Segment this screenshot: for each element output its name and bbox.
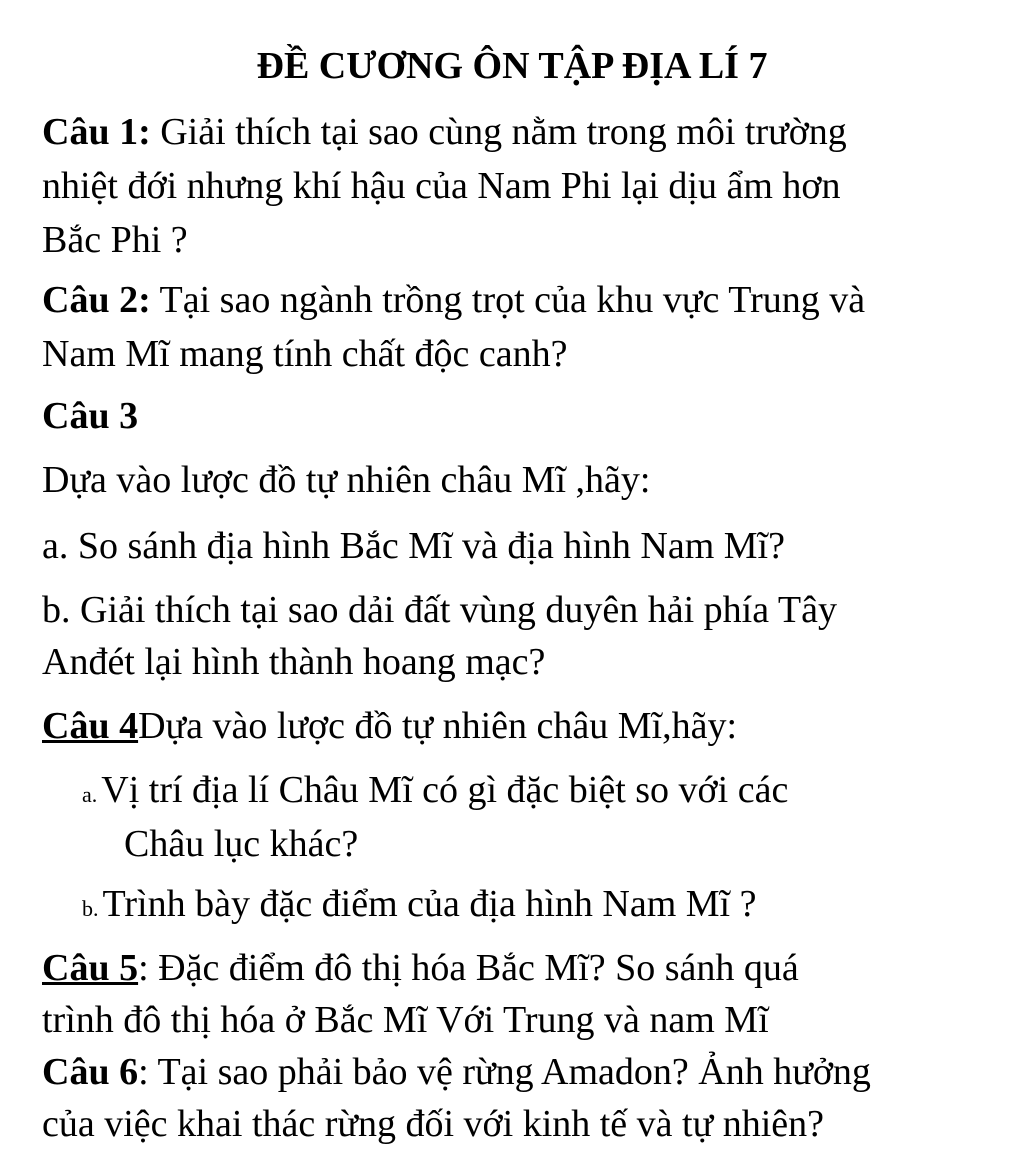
question-2-line-2: Nam Mĩ mang tính chất độc canh?	[42, 333, 568, 375]
question-4-part-a-marker: a.	[82, 782, 98, 807]
question-5-text: : Đặc điểm đô thị hóa Bắc Mĩ? So sánh quá	[138, 947, 799, 989]
question-4-text: Dựa vào lược đồ tự nhiên châu Mĩ,hãy:	[138, 705, 738, 747]
question-5-line-1	[42, 946, 799, 990]
question-3-part-b-line-2: Anđét lại hình thành hoang mạc?	[42, 641, 546, 683]
question-6-text: : Tại sao phải bảo vệ rừng Amadon? Ảnh hưởng	[138, 1051, 871, 1093]
question-3-label: Câu 3	[42, 395, 139, 437]
question-4-part-a-line-2: Châu lục khác?	[124, 823, 359, 865]
question-1-text: Giải thích tại sao cùng nằm trong môi trường	[150, 111, 847, 153]
question-4-part-a-line-1	[82, 768, 788, 817]
question-1-line-2: nhiệt đới nhưng khí hậu của Nam Phi lại dịu ẩm hơn	[42, 165, 841, 207]
question-1-line-3: Bắc Phi ?	[42, 219, 188, 261]
question-1-label: Câu 1:	[42, 111, 151, 153]
question-2-label: Câu 2:	[42, 279, 151, 321]
question-3-part-a: a. So sánh địa hình Bắc Mĩ và địa hình Nam Mĩ?	[42, 525, 785, 567]
question-4-part-b-text: Trình bày đặc điểm của địa hình Nam Mĩ ?	[102, 883, 757, 925]
question-6-line-1	[42, 1050, 871, 1094]
question-5-line-2: trình đô thị hóa ở Bắc Mĩ Với Trung và nam Mĩ	[42, 999, 769, 1041]
question-5-label: Câu 5	[42, 947, 139, 989]
document-title: ĐỀ CƯƠNG ÔN TẬP ĐỊA LÍ 7	[256, 45, 768, 87]
question-1-line-1	[42, 110, 847, 154]
question-3-intro: Dựa vào lược đồ tự nhiên châu Mĩ ,hãy:	[42, 459, 651, 501]
question-4-part-b-line-1	[82, 882, 756, 931]
question-4-part-b-marker: b.	[82, 896, 99, 921]
question-2-line-1	[42, 278, 865, 322]
question-4-label: Câu 4	[42, 705, 139, 747]
question-6-line-2: của việc khai thác rừng đối với kinh tế và tự nhiên?	[42, 1103, 824, 1145]
question-3-part-b-line-1: b. Giải thích tại sao dải đất vùng duyên hải phía Tây	[42, 589, 837, 631]
question-6-label: Câu 6	[42, 1051, 139, 1093]
question-4-part-a-text: Vị trí địa lí Châu Mĩ có gì đặc biệt so với các	[101, 769, 789, 811]
question-2-text: Tại sao ngành trồng trọt của khu vực Trung và	[150, 279, 866, 321]
question-4-line-1	[42, 704, 737, 748]
